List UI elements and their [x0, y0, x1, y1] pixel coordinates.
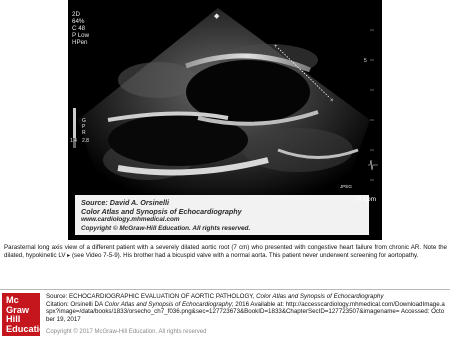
depth-label: 5: [364, 58, 367, 64]
settings-power: P Low: [72, 32, 90, 39]
source-book-title: Color Atlas and Synopsis of Echocardiography: [256, 293, 384, 300]
jpeg-tag: JPEG: [340, 184, 352, 189]
orientation-marker-icon: ◆: [214, 13, 220, 20]
scale-mark-g: G: [82, 118, 86, 124]
logo-line-4: Education: [6, 323, 51, 334]
logo-line-1: Mc: [6, 295, 19, 305]
image-credit-box: [75, 195, 369, 235]
citation-book-title: Color Atlas and Synopsis of Echocardiography: [104, 300, 232, 308]
logo-line-2: Graw: [6, 304, 29, 315]
ecg-trace: [368, 160, 378, 170]
settings-gain: 64%: [72, 18, 85, 25]
scale-value-1: 1.4: [70, 138, 77, 144]
credit-book: Color Atlas and Synopsis of Echocardiography: [81, 207, 242, 216]
citation-line: [46, 301, 446, 324]
scale-value-2: 2.8: [82, 138, 89, 144]
settings-mode: 2D: [72, 11, 80, 18]
mcgraw-hill-logo: [2, 293, 51, 336]
measurement-end-marker: ×: [330, 98, 334, 104]
heart-rate-label: 78 bpm: [354, 196, 376, 203]
source-line: [46, 293, 446, 301]
credit-author: Source: David A. Orsinelli: [81, 198, 170, 207]
measurement-start-marker: +: [274, 44, 278, 50]
depth-scale: [370, 30, 374, 180]
source-prefix: Source: ECHOCARDIOGRAPHIC EVALUATION OF AORTIC PATHOLOGY,: [46, 293, 257, 300]
scale-mark-r: R: [82, 130, 86, 136]
echo-image: [68, 0, 382, 240]
scale-mark-p: P: [82, 124, 86, 130]
echo-settings: [72, 11, 90, 46]
figure-caption: Parasternal long axis view of a different patient with a severely dilated aortic root (7 cm) who presented with congestive heart failure from chronic AR. Note the dilated, hypokinetic LV ▸ (see Video 7-5-9). His brother had a bicuspid valve with a normal aorta. This patient never underwent screening for aortopathy.: [4, 244, 447, 259]
credit-site: www.cardiology.mhmedical.com: [81, 216, 180, 223]
citation-url[interactable]: ; 2016 Available at: http://accesscardiology.mhmedical.com/DownloadImage.aspx?image=/data/books/1833/orsecho_ch7_f036.png&sec=127723673&BookID=1833&ChapterSecID=127723507&imagename= Accessed: October 19, 2017: [46, 300, 445, 323]
footer-divider: [0, 289, 450, 290]
settings-compression: C 48: [72, 25, 86, 32]
footer-citation: [46, 293, 446, 323]
settings-harmonic: HPen: [72, 39, 88, 46]
credit-copyright: Copyright © McGraw-Hill Education. All rights reserved.: [81, 225, 251, 232]
citation-prefix: Citation: Orsinelli DA: [46, 300, 105, 308]
footer-copyright: Copyright © 2017 McGraw-Hill Education. All rights reserved: [46, 329, 207, 335]
logo-line-3: Hill: [6, 314, 21, 324]
